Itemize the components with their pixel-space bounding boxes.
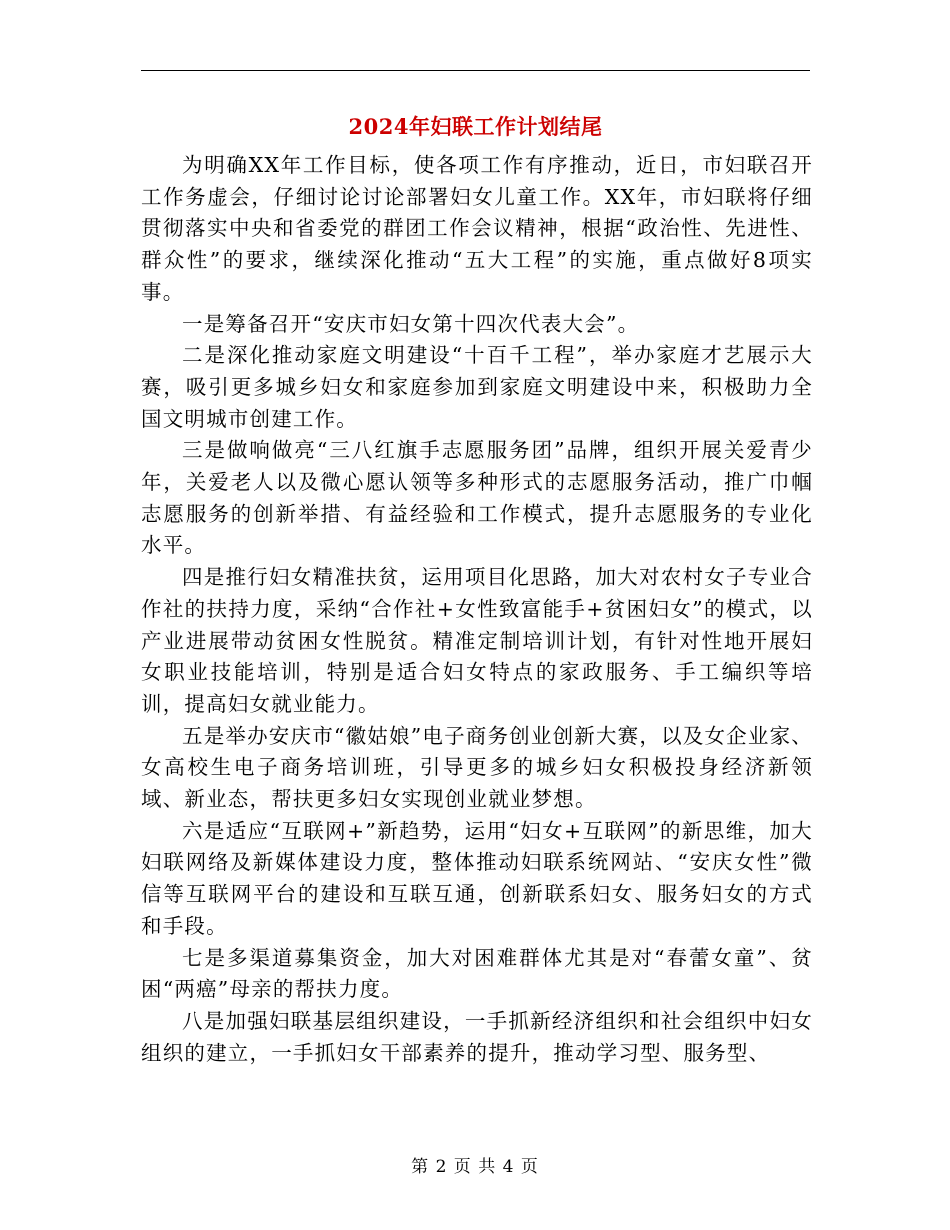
paragraph-item-8: 八是加强妇联基层组织建设，一手抓新经济组织和社会组织中妇女组织的建立，一手抓妇女干部素养的提升，推动学习型、服务型、 — [141, 1008, 813, 1065]
header-rule — [141, 70, 810, 71]
paragraph-intro: 为明确XX年工作目标，使各项工作有序推动，近日，市妇联召开工作务虚会，仔细讨论讨论部署妇女儿童工作。XX年，市妇联将仔细贯彻落实中央和省委党的群团工作会议精神，根据“政治性、先进性、群众性”的要求，继续深化推动“五大工程”的实施，重点做好8项实事。 — [141, 153, 813, 304]
paragraph-item-5: 五是举办安庆市“徽姑娘”电子商务创业创新大赛，以及女企业家、女高校生电子商务培训班，引导更多的城乡妇女积极投身经济新领域、新业态，帮扶更多妇女实现创业就业梦想。 — [141, 723, 813, 812]
paragraph-item-4: 四是推行妇女精准扶贫，运用项目化思路，加大对农村女子专业合作社的扶持力度，采纳“合作社+女性致富能手+贫困妇女”的模式，以产业进展带动贫困女性脱贫。精准定制培训计划，有针对性地开展妇女职业技能培训，特别是适合妇女特点的家政服务、手工编织等培训，提高妇女就业能力。 — [141, 565, 813, 716]
paragraph-item-3: 三是做响做亮“三八红旗手志愿服务团”品牌，组织开展关爱青少年，关爱老人以及微心愿认领等多种形式的志愿服务活动，推广巾帼志愿服务的创新举措、有益经验和工作模式，提升志愿服务的专业化水平。 — [141, 438, 813, 558]
paragraph-item-2: 二是深化推动家庭文明建设“十百千工程”，举办家庭才艺展示大赛，吸引更多城乡妇女和家庭参加到家庭文明建设中来，积极助力全国文明城市创建工作。 — [141, 343, 813, 431]
page-number-label: 第 2 页 共 4 页 — [411, 1157, 539, 1177]
paragraph-item-7: 七是多渠道募集资金，加大对困难群体尤其是对“春蕾女童”、贫困“两癌”母亲的帮扶力度。 — [141, 945, 813, 1002]
page-footer — [0, 1156, 950, 1178]
document-title: 2024年妇联工作计划结尾 — [348, 114, 603, 139]
paragraph-item-1: 一是筹备召开“安庆市妇女第十四次代表大会”。 — [182, 311, 640, 336]
paragraph-item-6: 六是适应“互联网+”新趋势，运用“妇女+互联网”的新思维，加大妇联网络及新媒体建设力度，整体推动妇联系统网站、“安庆女性”微信等互联网平台的建设和互联互通，创新联系妇女、服务妇女的方式和手段。 — [141, 818, 813, 938]
document-body — [141, 150, 813, 1069]
